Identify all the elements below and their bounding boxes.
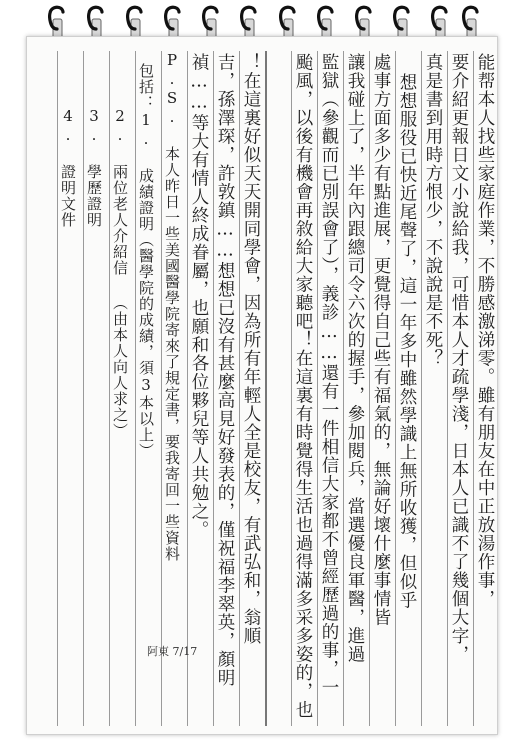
ruled-line bbox=[317, 51, 318, 726]
letter-column: 讓我碰上了，半年內跟總司令六次的握手，參加閱兵，當選優良軍醫，進過 bbox=[345, 53, 365, 664]
ruled-line bbox=[109, 51, 110, 726]
ruled-line bbox=[473, 51, 474, 726]
letter-column: 能帮本人找些家庭作業，不勝感激涕零。雖有朋友在中正放湯作事， bbox=[475, 53, 495, 608]
letter-column: 要介紹更報日文小說給我，可惜本人才疏學淺，日本人已識不了幾個大字， bbox=[449, 53, 469, 664]
page-divider bbox=[265, 51, 267, 726]
ps-item: 4. 證明文件 bbox=[59, 107, 77, 228]
ruled-line bbox=[447, 51, 448, 726]
ps-item: 包括：1. 成績證明（醫學院的成績，須3本以上） bbox=[137, 63, 155, 459]
letter-column: ！在這裏好似天天開同學會，因為所有年輕人全是校友，有武弘和，翁順 bbox=[241, 53, 261, 645]
letter-column: 真是書到用時方恨少，不說說是不死？ bbox=[423, 53, 443, 368]
ps-heading: P.S. 本人昨日一些美國醫學院寄來了規定書，要我寄回一些資料 bbox=[163, 51, 181, 562]
ruled-line bbox=[239, 51, 240, 726]
ruled-line bbox=[421, 51, 422, 726]
ruled-line bbox=[83, 51, 84, 726]
ps-item: 2. 兩位老人介紹信 （由本人向人求之） bbox=[111, 107, 129, 439]
ruled-line bbox=[369, 51, 370, 726]
letter-column: 颱風，以後有機會再敘給大家聽吧！在這裏有時覺得生活也過得滿多采多姿的，也 bbox=[293, 53, 313, 719]
letter-column: 禎……等大有情人終成眷屬，也願和各位夥兒等人共勉之。 bbox=[189, 53, 209, 539]
ruled-line bbox=[343, 51, 344, 726]
ruled-line bbox=[57, 51, 58, 726]
ruled-line bbox=[135, 51, 136, 726]
ruled-line bbox=[161, 51, 162, 726]
ruled-line bbox=[395, 51, 396, 726]
ruled-line bbox=[213, 51, 214, 726]
letter-sheet bbox=[26, 36, 498, 735]
signature: 阿東 7/17 bbox=[147, 645, 198, 658]
letter-column: 處事方面多少有點進展，更覺得自己些有福氣的，無論好壞什麼事情皆 bbox=[371, 53, 391, 627]
ruled-line bbox=[187, 51, 188, 726]
ruled-line bbox=[291, 51, 292, 726]
letter-column: 監獄（參觀而已別誤會了），義診……還有一件相信大家都不曾經歷過的事，一 bbox=[319, 53, 339, 697]
letter-column: 想想服役已快近尾聲了，這一年多中雖然學識上無所收獲，但似乎 bbox=[397, 73, 417, 610]
ps-item: 3. 學歷證明 bbox=[85, 107, 103, 228]
letter-column: 吉，孫澤琛，許敦鎮……想想已沒有甚麼高見好發表的，僅祝福李翠英，顏明 bbox=[215, 53, 235, 687]
